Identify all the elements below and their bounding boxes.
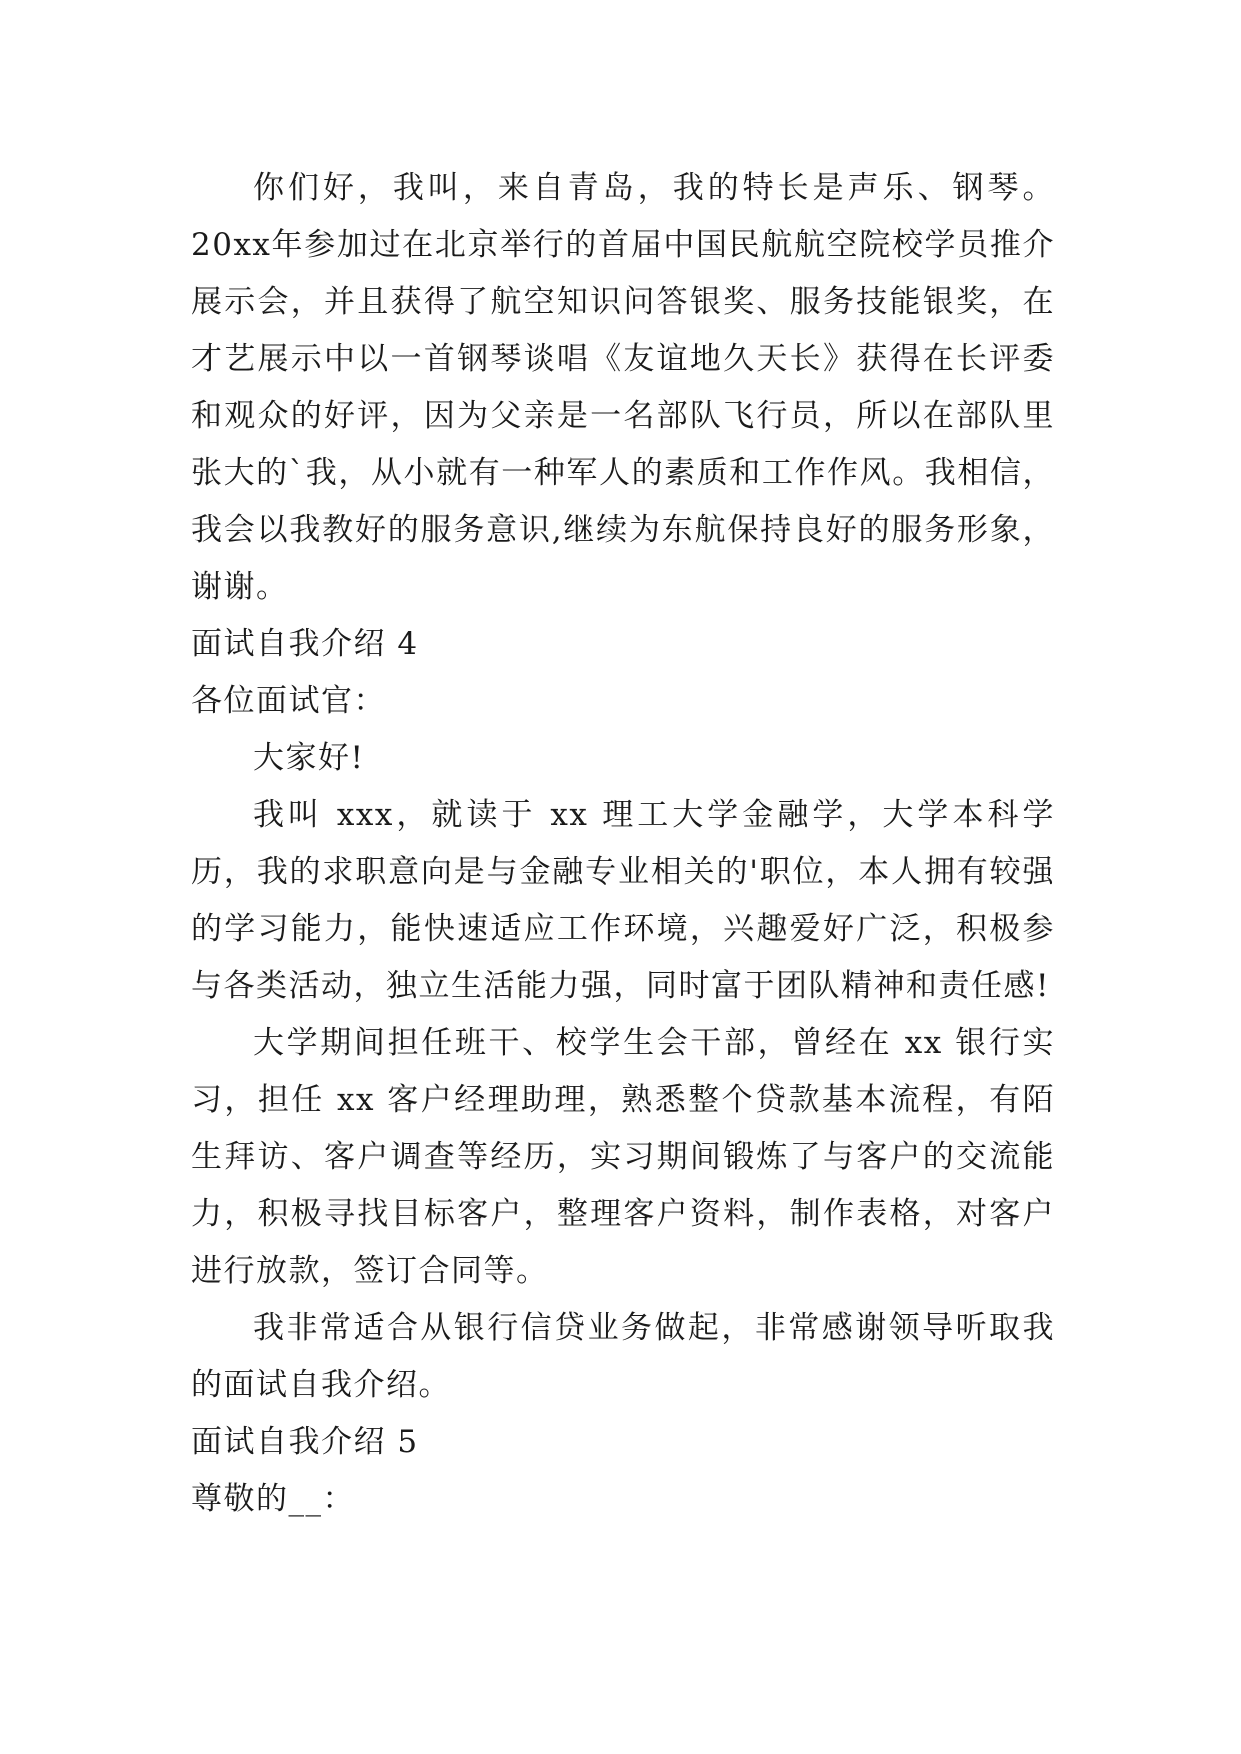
- paragraph-closing: 我非常适合从银行信贷业务做起，非常感谢领导听取我的面试自我介绍。: [191, 1310, 1055, 1403]
- paragraph-experience: 大学期间担任班干、校学生会干部，曾经在 xx 银行实习，担任 xx 客户经理助理，熟悉整个贷款基本流程，有陌生拜访、客户调查等经历，实习期间锻炼了与客户的交流能力，积极寻找目标客户，整理客户资料，制作表格，对客户进行放款，签订合同等。: [191, 1025, 1055, 1289]
- greeting: 大家好!: [253, 740, 365, 776]
- section-heading-5: 面试自我介绍 5: [191, 1424, 419, 1460]
- paragraph-self-intro: 我叫 xxx，就读于 xx 理工大学金融学，大学本科学历，我的求职意向是与金融专业相关的'职位，本人拥有较强的学习能力，能快速适应工作环境，兴趣爱好广泛，积极参与各类活动，独立生活能力强，同时富于团队精神和责任感!: [191, 797, 1055, 1004]
- section-heading-4: 面试自我介绍 4: [191, 626, 419, 662]
- paragraph-intro-3: 你们好，我叫，来自青岛，我的特长是声乐、钢琴。20xx年参加过在北京举行的首届中国民航航空院校学员推介展示会，并且获得了航空知识问答银奖、服务技能银奖，在才艺展示中以一首钢琴谈唱《友谊地久天长》获得在长评委和观众的好评，因为父亲是一名部队飞行员，所以在部队里张大的`我，从小就有一种军人的素质和工作作风。我相信，我会以我教好的服务意识,继续为东航保持良好的服务形象，谢谢。: [191, 170, 1055, 605]
- salutation-4: 各位面试官：: [191, 683, 386, 719]
- document-page: [191, 160, 1055, 1528]
- salutation-5: 尊敬的__：: [191, 1481, 355, 1517]
